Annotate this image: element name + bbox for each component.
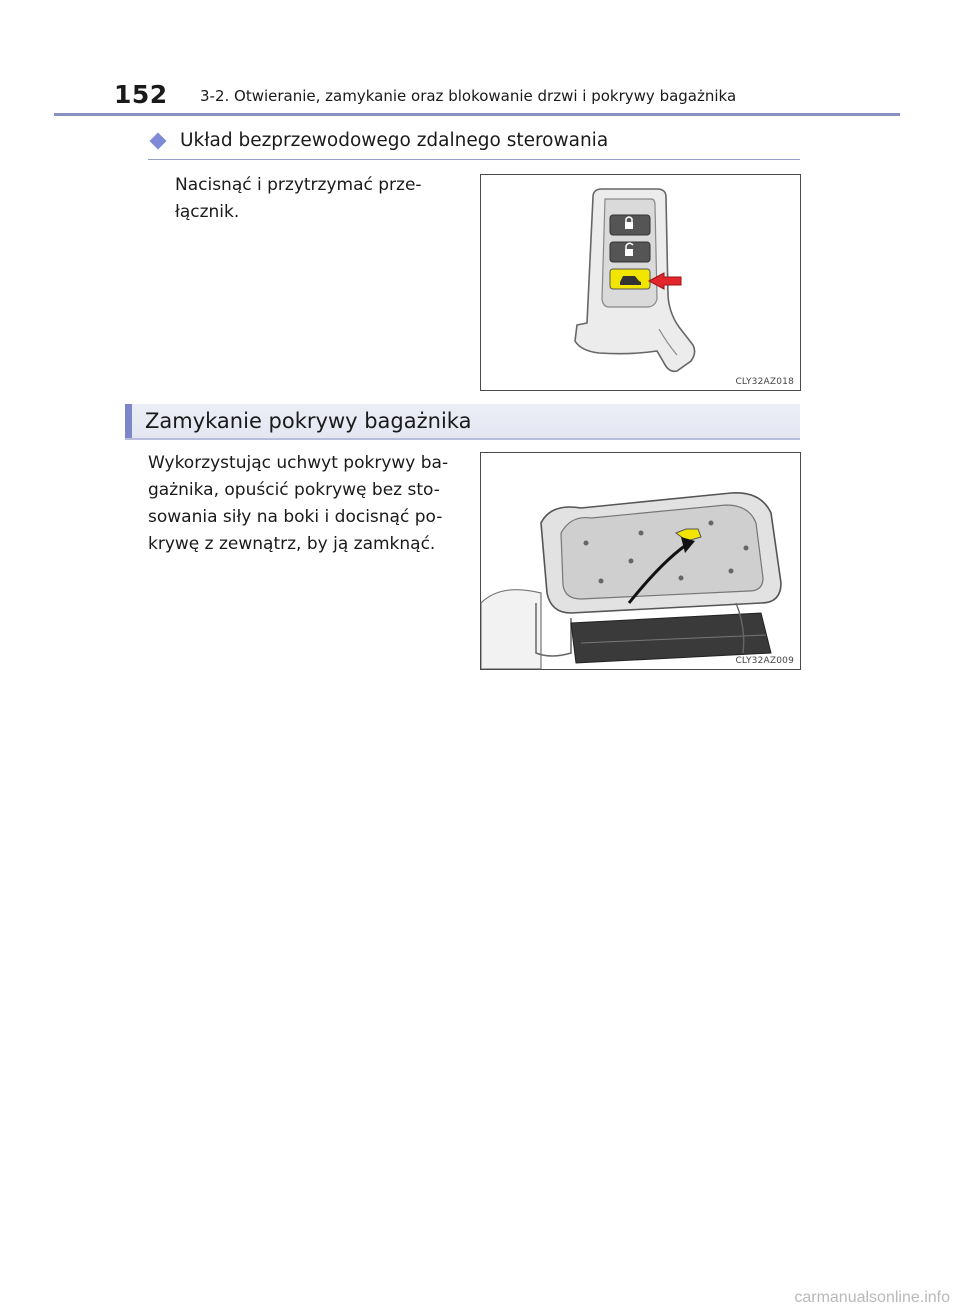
trunk-lid-illustration bbox=[481, 453, 800, 669]
section-bar bbox=[125, 404, 800, 440]
subsection-rule bbox=[148, 159, 800, 160]
figure-key-fob bbox=[480, 174, 801, 391]
instruction-text-key: Nacisnąć i przytrzymać prze- łącznik. bbox=[175, 175, 422, 222]
running-header: 3-2. Otwieranie, zamykanie oraz blokowanie drzwi i pokrywy bagażnika bbox=[200, 87, 737, 105]
subsection-heading bbox=[148, 130, 800, 151]
instruction-text-trunk: Wykorzystując uchwyt pokrywy ba- gażnika, opuścić pokrywę bez sto- sowania siły na boki i docisnąć po- krywę z zewnątrz, by ją zamknąć. bbox=[148, 453, 449, 554]
section-bar-accent bbox=[125, 404, 132, 438]
subsection-title: Układ bezprzewodowego zdalnego sterowania bbox=[180, 130, 609, 151]
key-fob-illustration bbox=[481, 175, 800, 390]
figure-trunk-lid bbox=[480, 452, 801, 670]
page-number: 152 bbox=[114, 80, 168, 109]
section-title: Zamykanie pokrywy bagażnika bbox=[145, 409, 472, 433]
figure-code: CLY32AZ018 bbox=[735, 377, 794, 387]
diamond-bullet-icon bbox=[150, 132, 167, 149]
header-rule bbox=[54, 113, 900, 116]
watermark: carmanualsonline.info bbox=[794, 1289, 950, 1306]
figure-code: CLY32AZ009 bbox=[735, 656, 794, 666]
